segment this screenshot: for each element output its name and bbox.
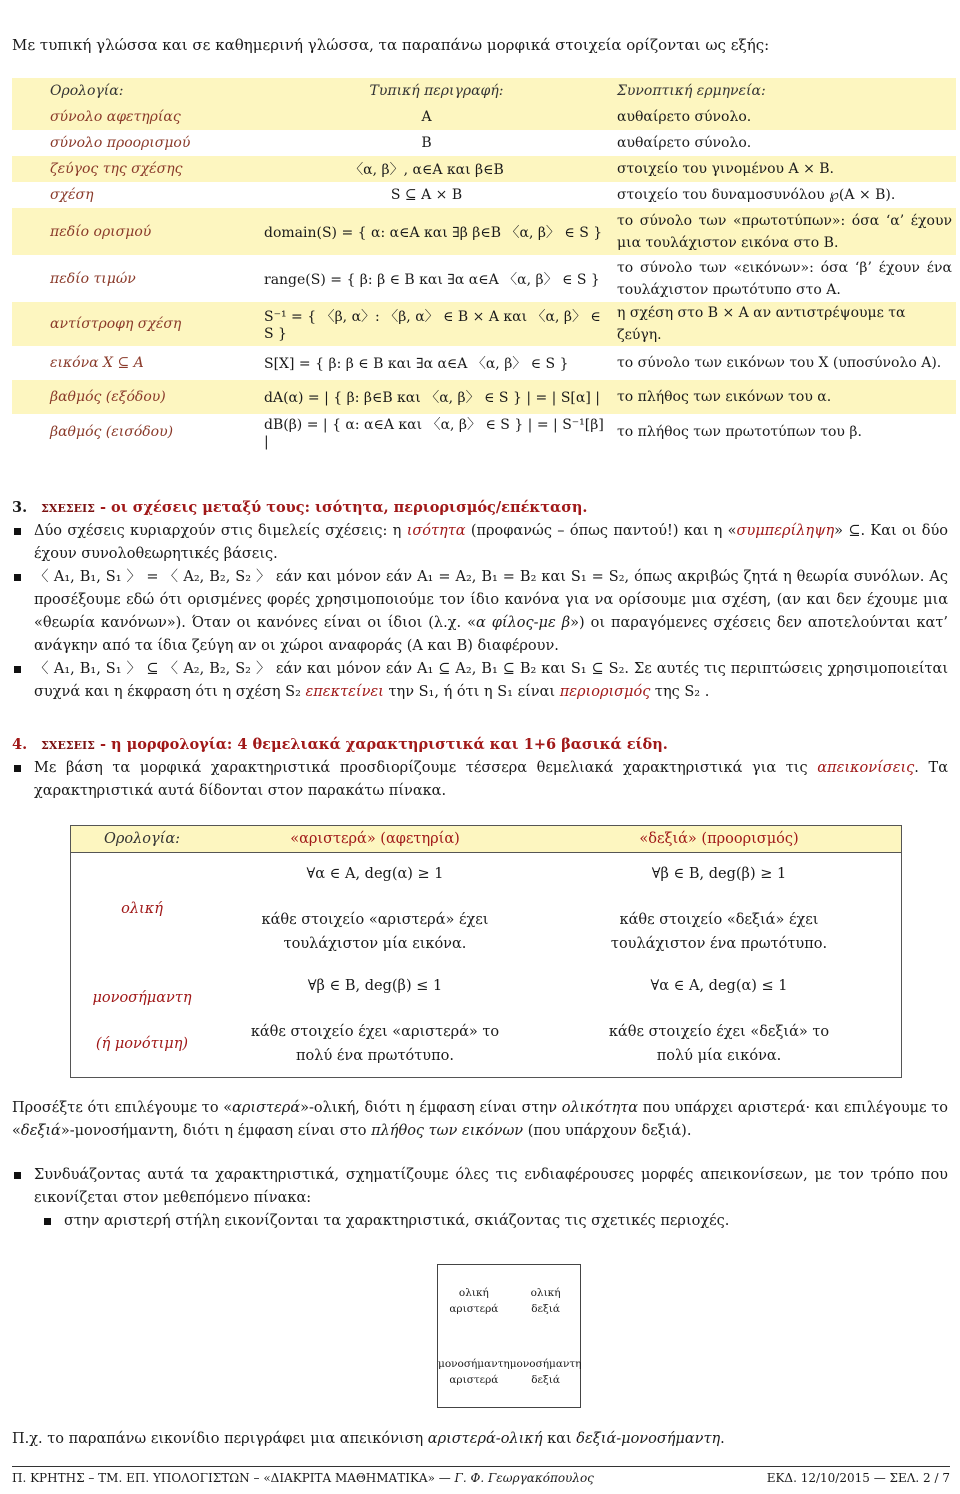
features-right-cell bbox=[537, 853, 902, 966]
definitions-meaning: στοιχείο του γινομένου A × B. bbox=[613, 156, 956, 182]
definitions-term: εικόνα X ⊆ A bbox=[50, 355, 144, 371]
definitions-term: πεδίο τιμών bbox=[50, 270, 136, 287]
legend-line: μονοσήμαντη bbox=[509, 1357, 582, 1370]
features-description: κάθε στοιχείο «δεξιά» έχει τουλάχιστον ένα πρωτότυπο. bbox=[610, 912, 828, 952]
text-run: . bbox=[720, 1431, 725, 1447]
definitions-meaning: αυθαίρετο σύνολο. bbox=[617, 135, 752, 151]
definitions-formal: B bbox=[421, 135, 432, 151]
definitions-header-term: Ορολογία: bbox=[12, 78, 244, 104]
definitions-row bbox=[12, 414, 956, 450]
definitions-row bbox=[12, 302, 956, 346]
definitions-formal: S[X] = { β: β ∈ B και ∃α α∈A 〈α, β〉 ∈ S } bbox=[264, 356, 569, 372]
text-run: περιορισμός bbox=[559, 684, 651, 700]
text-run: την S₁, ή ότι η S₁ είναι bbox=[383, 684, 560, 700]
text-run: συμπερίληψη bbox=[736, 523, 835, 539]
text-run: δεξιά-μονοσήμαντη bbox=[576, 1431, 721, 1447]
features-description: κάθε στοιχείο έχει «δεξιά» το πολύ μία εικόνα. bbox=[608, 1024, 830, 1064]
text-run: (που υπάρχουν δεξιά). bbox=[523, 1123, 692, 1139]
text-run: δεξιά bbox=[20, 1123, 61, 1139]
text-run: (προφανώς – όπως παντού!) και η « bbox=[465, 523, 737, 539]
legend-cell bbox=[438, 1336, 510, 1407]
features-header-term: Ορολογία: bbox=[71, 826, 214, 853]
list-item-nested: στην αριστερή στήλη εικονίζονται τα χαρακτηριστικά, σκιάζοντας τις σχετικές περιοχές. bbox=[12, 1210, 948, 1233]
features-right-cell bbox=[537, 965, 902, 1078]
section-number: 3. bbox=[12, 499, 28, 516]
text-run: αριστερά-ολική bbox=[427, 1431, 543, 1447]
legend-line: δεξιά bbox=[531, 1373, 560, 1386]
legend-line: ολική bbox=[530, 1286, 561, 1299]
footer-institution: Π. ΚΡΗΤΗΣ – ΤΜ. ΕΠ. ΥΠΟΛΟΓΙΣΤΩΝ – «ΔΙΑΚΡΙΤΑ ΜΑΘΗΜΑΤΙΚΑ» — bbox=[12, 1471, 455, 1485]
page-footer bbox=[12, 1471, 950, 1485]
list-item: Συνδυάζοντας αυτά τα χαρακτηριστικά, σχηματίζουμε όλες τις ενδιαφέρουσες μορφές απεικονίσεων, με τον τρόπο που εικονίζεται στον μεθεπόμενο πίνακα: bbox=[12, 1164, 948, 1210]
definitions-table bbox=[12, 78, 956, 450]
features-header-left: «αριστερά» (αφετηρία) bbox=[213, 826, 537, 853]
legend-cell bbox=[510, 1336, 582, 1407]
section-title: - οι σχέσεις μεταξύ τους: ισότητα, περιορισμός/επέκταση. bbox=[94, 499, 588, 516]
definitions-meaning-text: το σύνολο των «εικόνων»: όσα ‘β’ έχουν ένα τουλάχιστον πρωτότυπο στο A. bbox=[617, 259, 952, 298]
section-title-caps: ΣΧΕΣΕΙΣ bbox=[41, 502, 95, 515]
definitions-meaning: αυθαίρετο σύνολο. bbox=[613, 104, 956, 130]
definitions-meaning: το σύνολο των εικόνων του X (υποσύνολο A). bbox=[617, 355, 942, 371]
definitions-meaning bbox=[613, 255, 956, 302]
text-run: Με βάση τα μορφικά χαρακτηριστικά προσδιορίζουμε τέσσερα θεμελιακά χαρακτηριστικά για τις bbox=[34, 760, 818, 776]
legend-cell bbox=[438, 1265, 510, 1336]
definitions-meaning: το πλήθος των πρωτοτύπων του β. bbox=[617, 424, 862, 440]
definitions-formal: range(S) = { β: β ∈ B και ∃α α∈A 〈α, β〉 ∈ S } bbox=[264, 271, 600, 288]
footer-left bbox=[12, 1471, 594, 1485]
definitions-meaning: το πλήθος των εικόνων του α. bbox=[613, 380, 956, 414]
definitions-row bbox=[12, 346, 956, 380]
text-run: »-ολική, διότι η έμφαση είναι στην bbox=[300, 1100, 562, 1116]
features-left-cell bbox=[213, 853, 537, 966]
features-header-row bbox=[71, 826, 902, 853]
definitions-row bbox=[12, 130, 956, 156]
definitions-row bbox=[12, 156, 956, 182]
features-formula: ∀β ∈ B, deg(β) ≤ 1 bbox=[307, 978, 443, 994]
text-run: πλήθος των εικόνων bbox=[371, 1123, 524, 1139]
features-term-label: μονοσήμαντη bbox=[92, 990, 192, 1006]
text-run: α φίλος-με β bbox=[475, 615, 571, 631]
text-run: » ⊆. Και οι δύο έχουν συνολοθεωρητικές βάσεις. bbox=[34, 523, 948, 562]
definitions-header-formal: Τυπική περιγραφή: bbox=[244, 78, 613, 104]
definitions-formal: 〈α, β〉, α∈A και β∈B bbox=[244, 156, 613, 182]
legend-line: αριστερά bbox=[449, 1373, 499, 1386]
legend-icon-grid bbox=[437, 1264, 581, 1408]
section-4-heading bbox=[12, 733, 948, 757]
text-run: 〈 A₁, B₁, S₁ 〉 ⊆ 〈 A₂, B₂, S₂ 〉 εάν και μόνον εάν A₁ ⊆ A₂, B₁ ⊆ B₂ και S₁ ⊆ S₂. Σε αυτές τις περιπτώσεις χρησιμοποιείται συχνά και η έκφραση ότι η σχέση S₂ bbox=[34, 661, 948, 700]
features-description: κάθε στοιχείο έχει «αριστερά» το πολύ ένα πρωτότυπο. bbox=[250, 1024, 500, 1064]
text-run: και bbox=[542, 1431, 577, 1447]
section-4 bbox=[12, 733, 948, 803]
features-formula: ∀α ∈ A, deg(α) ≤ 1 bbox=[650, 978, 788, 994]
features-left-cell bbox=[213, 965, 537, 1078]
definitions-term: βαθμός (εξόδου) bbox=[12, 380, 244, 414]
text-run: »-μονοσήμαντη, διότι η έμφαση είναι στο bbox=[60, 1123, 372, 1139]
definitions-header-row bbox=[12, 78, 956, 104]
text-run: απεικονίσεις bbox=[817, 760, 915, 776]
section-3 bbox=[12, 496, 948, 704]
text-run: Π.χ. το παραπάνω εικονίδιο περιγράφει μια απεικόνιση bbox=[12, 1431, 428, 1447]
definitions-row bbox=[12, 208, 956, 255]
definitions-formal: dA(α) = | { β: β∈B και 〈α, β〉 ∈ S } | = | S[α] | bbox=[244, 380, 613, 414]
definitions-formal: domain(S) = { α: α∈A και ∃β β∈B 〈α, β〉 ∈ S } bbox=[244, 208, 613, 255]
text-run: ολικότητα bbox=[561, 1100, 639, 1116]
definitions-term: σχέση bbox=[50, 187, 94, 203]
features-term bbox=[71, 965, 214, 1078]
features-term-label: ολική bbox=[121, 901, 163, 917]
definitions-formal: S ⊆ A × B bbox=[390, 187, 463, 203]
definitions-formal: A bbox=[244, 104, 613, 130]
list-item bbox=[12, 566, 948, 658]
features-description: κάθε στοιχείο «αριστερά» έχει τουλάχιστον μία εικόνα. bbox=[261, 912, 489, 952]
features-formula: ∀α ∈ A, deg(α) ≥ 1 bbox=[306, 866, 444, 882]
text-run: αριστερά bbox=[232, 1100, 301, 1116]
definitions-term: σύνολο προορισμού bbox=[50, 135, 191, 151]
definitions-meaning: η σχέση στο B × A αν αντιστρέψουμε τα ζεύγη. bbox=[613, 302, 956, 346]
list-item bbox=[12, 658, 948, 704]
definitions-term: σύνολο αφετηρίας bbox=[12, 104, 244, 130]
definitions-header-meaning: Συνοπτική ερμηνεία: bbox=[613, 78, 956, 104]
definitions-row bbox=[12, 182, 956, 208]
definitions-formal: dB(β) = | { α: α∈A και 〈α, β〉 ∈ S } | = | S⁻¹[β] | bbox=[264, 417, 604, 450]
text-run: που υπάρχει αριστερά· και επιλέγουμε το « bbox=[12, 1100, 948, 1139]
text-run: ισότητα bbox=[406, 523, 466, 539]
features-header-right: «δεξιά» (προορισμός) bbox=[537, 826, 902, 853]
legend-line: δεξιά bbox=[531, 1302, 560, 1315]
definitions-meaning-text: το σύνολο των «πρωτοτύπων»: όσα ‘α’ έχουν μια τουλάχιστον εικόνα στο B. bbox=[617, 212, 952, 251]
definitions-row bbox=[12, 104, 956, 130]
text-run: 〈 A₁, B₁, S₁ 〉 = 〈 A₂, B₂, S₂ 〉 εάν και μόνον εάν A₁ = A₂, B₁ = B₂ και S₁ = S₂, όπως ακριβώς ζητά η θεωρία συνόλων. Ας προσέξουμε εδώ ότι ορισμένες φορές χρησιμοποιούμε τον ίδιο κανόνα για να ορίσουμε μια σχέση, (αν και δεν έχουμε μια «θεωρία κανόνων»). Όταν οι κανόνες είναι οι ίδιοι (λ.χ. « bbox=[34, 569, 948, 631]
footer-right: ΕΚΔ. 12/10/2015 — ΣΕΛ. 2 / 7 bbox=[766, 1471, 950, 1485]
footer-author: Γ. Φ. Γεωργακόπουλος bbox=[454, 1471, 594, 1485]
text-run: επεκτείνει bbox=[305, 684, 384, 700]
definitions-term: ζεύγος της σχέσης bbox=[12, 156, 244, 182]
paragraph-emphasis bbox=[12, 1097, 948, 1143]
section-number: 4. bbox=[12, 736, 28, 753]
definitions-term: αντίστροφη σχέση bbox=[12, 302, 244, 346]
features-formula: ∀β ∈ B, deg(β) ≥ 1 bbox=[651, 866, 787, 882]
definitions-row bbox=[12, 255, 956, 302]
example-caption bbox=[12, 1428, 948, 1451]
section-3-heading bbox=[12, 496, 948, 520]
section-title: - η μορφολογία: 4 θεμελιακά χαρακτηριστικά και 1+6 βασικά είδη. bbox=[94, 736, 668, 753]
footer-divider bbox=[12, 1466, 950, 1467]
section-title-caps: ΣΧΕΣΕΙΣ bbox=[41, 739, 95, 752]
text-run: Δύο σχέσεις κυριαρχούν στις διμελείς σχέσεις: η bbox=[34, 523, 407, 539]
text-run: Προσέξτε ότι επιλέγουμε το « bbox=[12, 1100, 233, 1116]
intro-text: Με τυπική γλώσσα και σε καθημερινή γλώσσα, τα παραπάνω μορφικά στοιχεία ορίζονται ως εξής: bbox=[12, 36, 770, 54]
legend-line: μονοσήμαντη bbox=[438, 1357, 510, 1370]
features-term-alt: (ή μονότιμη) bbox=[95, 1036, 189, 1052]
definitions-row bbox=[12, 380, 956, 414]
text-run: . Τα χαρακτηριστικά αυτά δίδονται στον παρακάτω πίνακα. bbox=[34, 760, 948, 799]
features-table bbox=[70, 825, 902, 1078]
paragraph-combine bbox=[12, 1164, 948, 1233]
features-row bbox=[71, 853, 902, 966]
legend-line: αριστερά bbox=[449, 1302, 499, 1315]
features-term bbox=[71, 853, 214, 966]
definitions-term: πεδίο ορισμού bbox=[12, 208, 244, 255]
definitions-formal: S⁻¹ = { 〈β, α〉: 〈β, α〉 ∈ B × A και 〈α, β〉 ∈ S } bbox=[244, 302, 613, 346]
legend-cell bbox=[510, 1265, 582, 1336]
definitions-meaning bbox=[613, 208, 956, 255]
list-item bbox=[12, 757, 948, 803]
definitions-meaning: στοιχείο του δυναμοσυνόλου ℘(A × B). bbox=[617, 187, 896, 203]
text-run: της S₂ . bbox=[650, 684, 710, 700]
list-item bbox=[12, 520, 948, 566]
definitions-term: βαθμός (εισόδου) bbox=[50, 424, 174, 440]
legend-line: ολική bbox=[458, 1286, 489, 1299]
features-row bbox=[71, 965, 902, 1078]
text-run: ») οι παραγόμενες σχέσεις δεν αποτελούνται κατ’ ανάγκην από τα ίδια ζεύγη αν οι χώροι αναφοράς (A και B) διαφέρουν. bbox=[34, 615, 948, 654]
